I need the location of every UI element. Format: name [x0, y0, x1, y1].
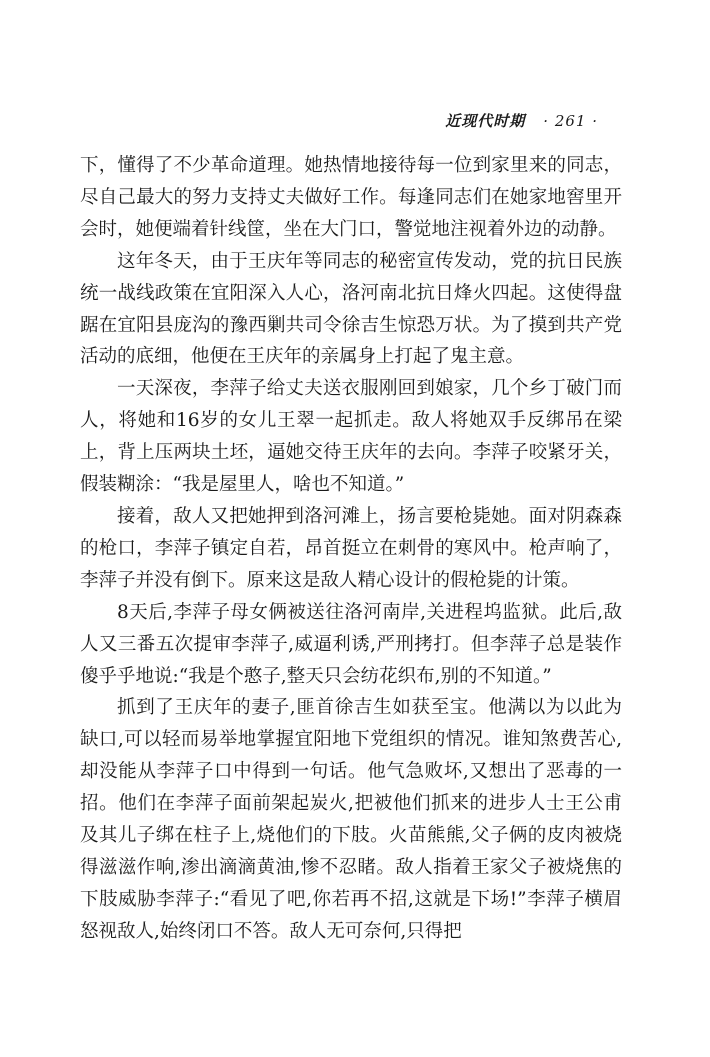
paragraph-continuation: 下，懂得了不少革命道理。她热情地接待每一位到家里来的同志，尽自己最大的努力支持丈夫做好工作。每逢同志们在她家地窖里开会时，她便端着针线筐，坐在大门口，警觉地注视着外边的动静。	[80, 155, 622, 240]
paragraph: 这年冬天，由于王庆年等同志的秘密宣传发动，党的抗日民族统一战线政策在宜阳深入人心，洛河南北抗日烽火四起。这使得盘踞在宜阳县庞沟的豫西剿共司令徐吉生惊恐万状。为了摸到共产党活动的底细，他便在王庆年的亲属身上打起了鬼主意。	[80, 250, 622, 368]
body-text	[80, 150, 622, 948]
paragraph: 8天后,李萍子母女俩被送往洛河南岸,关进程坞监狱。此后,敌人又三番五次提审李萍子,威逼利诱,严刑拷打。但李萍子总是装作傻乎乎地说:“我是个憨子,整天只会纺花织布,别的不知道。”	[80, 601, 622, 687]
running-header	[445, 110, 598, 131]
page-number: · 261 ·	[543, 112, 598, 130]
paragraph: 一天深夜，李萍子给丈夫送衣服刚回到娘家，几个乡丁破门而人，将她和16岁的女儿王翠一起抓走。敌人将她双手反绑吊在梁上，背上压两块土坯，逼她交待王庆年的去向。李萍子咬紧牙关，假装糊涂：“我是屋里人，啥也不知道。”	[80, 378, 622, 496]
section-title: 近现代时期	[445, 112, 526, 130]
paragraph: 抓到了王庆年的妻子,匪首徐吉生如获至宝。他满以为以此为缺口,可以轻而易举地掌握宜阳地下党组织的情况。谁知煞费苦心,却没能从李萍子口中得到一句话。他气急败坏,又想出了恶毒的一招。他们在李萍子面前架起炭火,把被他们抓来的进步人士王公甫及其儿子绑在柱子上,烧他们的下肢。火苗熊熊,父子俩的皮肉被烧得滋滋作响,渗出滴滴黄油,惨不忍睹。敌人指着王家父子被烧焦的下肢威胁李萍子:“看见了吧,你若再不招,这就是下场!”李萍子横眉怒视敌人,始终闭口不答。敌人无可奈何,只得把	[80, 697, 622, 942]
paragraph: 接着，敌人又把她押到洛河滩上，扬言要枪毙她。面对阴森森的枪口，李萍子镇定自若，昂首挺立在刺骨的寒风中。枪声响了，李萍子并没有倒下。原来这是敌人精心设计的假枪毙的计策。	[80, 505, 622, 591]
